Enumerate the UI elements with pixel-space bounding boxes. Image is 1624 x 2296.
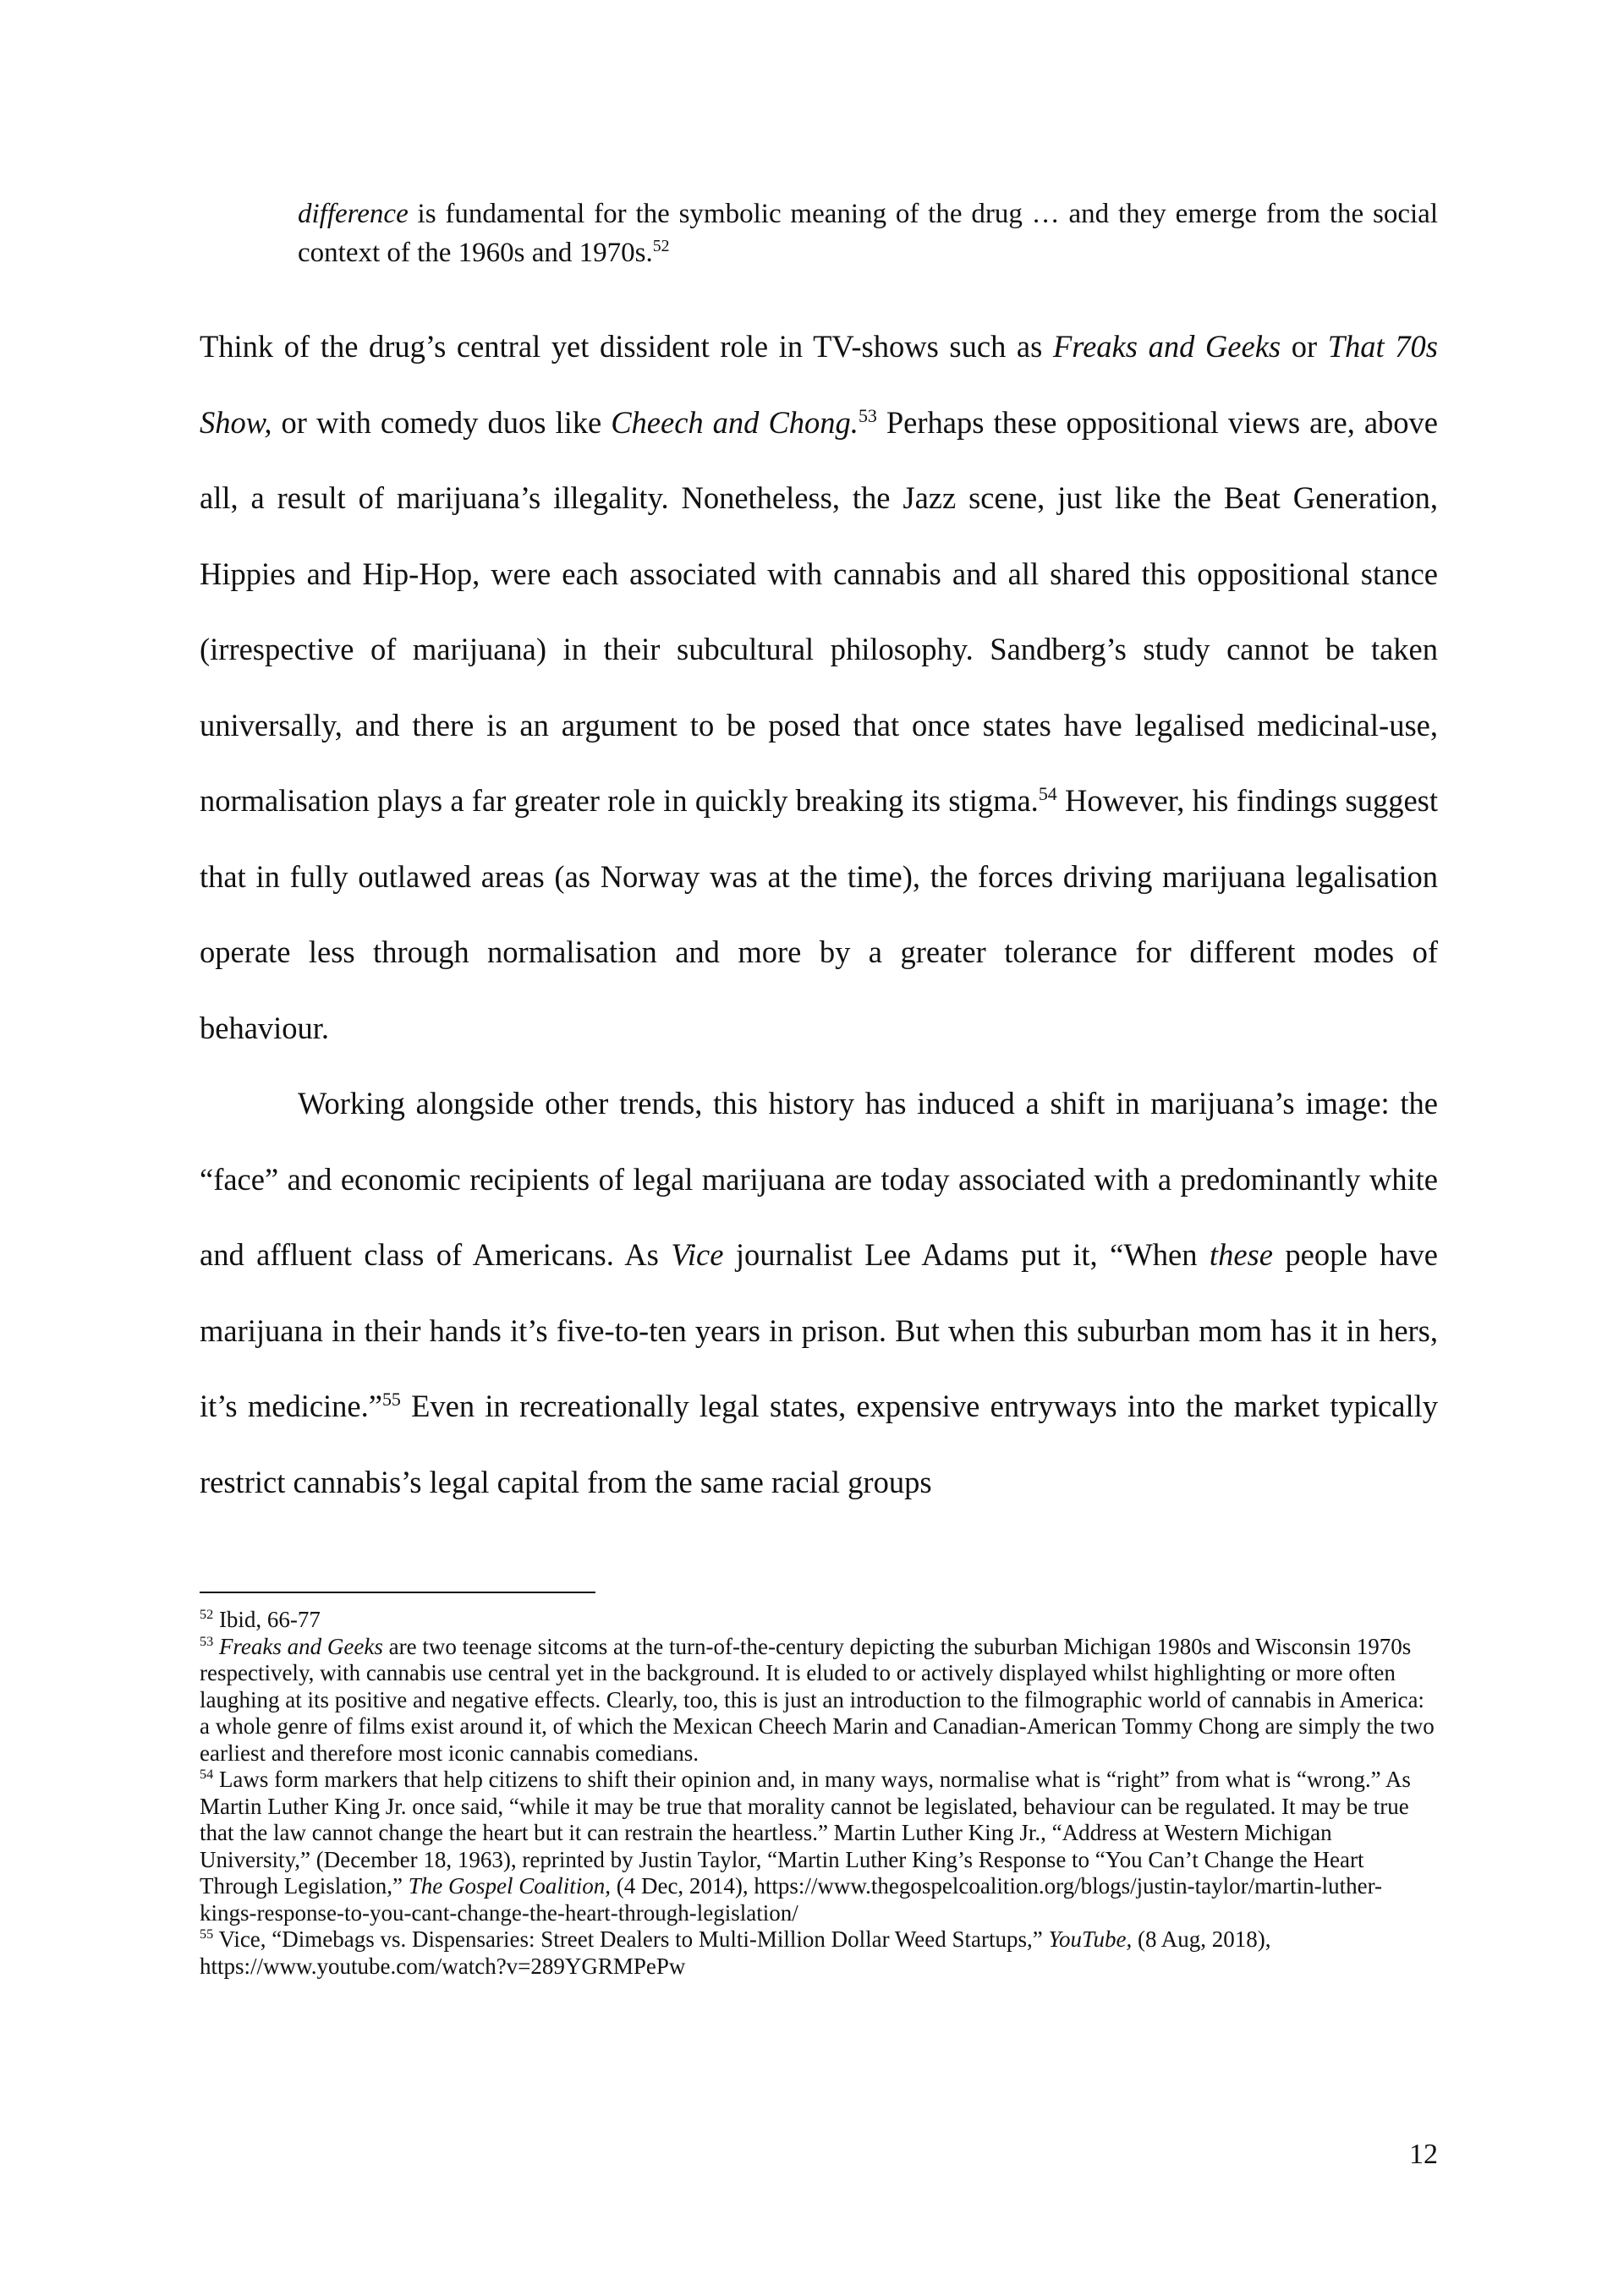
footnote-text: Laws form markers that help citizens to shift their opinion and, in many ways, normalise what is “right” from what is “wrong.” As Martin Luther King Jr. once said, “while it may be true that morality cannot be legislated, behaviour can be regulated. It may be true that the law cannot change the heart but it can restrain the heartless.” Martin Luther King Jr., “Address at Western Michigan University,” (December 18, 1963), reprinted by Justin Taylor, “Martin Luther King’s Response to “You Can’t Change the Heart Through Legislation,” [200, 1767, 1411, 1899]
title-cheech-and-chong: Cheech and Chong. [611, 404, 859, 440]
footnote-source: The Gospel Coalition, [408, 1873, 611, 1899]
footnote-text: Ibid, 66-77 [213, 1607, 321, 1632]
footnote-ref-52[interactable]: 52 [652, 237, 670, 255]
emphasis-these: these [1209, 1237, 1273, 1272]
footnote-ref-53[interactable]: 53 [858, 404, 877, 426]
footnotes [200, 1607, 1438, 1980]
footnote-link[interactable]: https://www.youtube.com/watch?v=289YGRMPePw [200, 1953, 686, 1979]
footnote-text: are two teenage sitcoms at the turn-of-the-century depicting the suburban Michigan 1980s and Wisconsin 1970s respectively, with cannabis use central yet in the background. It is eluded to or actively displayed whilst highlighting or more often laughing at its positive and negative effects. Clearly, too, this is just an introduction to the filmographic world of cannabis in America: a whole genre of films exist around it, of which the Mexican Cheech Marin and Canadian-American Tommy Chong are simply the two earliest and therefore most iconic cannabis comedians. [200, 1633, 1435, 1766]
paragraph-1-text-d: Perhaps these oppositional views are, above all, a result of marijuana’s illegality. Nonetheless, the Jazz scene, just like the Beat Generation, Hippies and Hip-Hop, were each associated with cannabis and all shared this oppositional stance (irrespective of marijuana) in their subcultural philosophy. Sandberg’s study cannot be taken universally, and there is an argument to be posed that once states have legalised medicinal-use, normalisation plays a far greater role in quickly breaking its stigma. [200, 404, 1438, 818]
paragraph-2-text-c: people have marijuana in their hands it’s five-to-ten years in prison. But when this suburban mom has it in hers, it’s medicine.” [200, 1237, 1438, 1423]
footnote-ref-54[interactable]: 54 [1038, 782, 1057, 804]
footnote-number: 54 [200, 1767, 214, 1782]
footnote-ref-55[interactable]: 55 [381, 1388, 401, 1410]
footnote-number: 55 [200, 1926, 214, 1942]
paragraph-2 [200, 1066, 1438, 1520]
footnote-number: 52 [200, 1607, 214, 1622]
footnote-divider [200, 1592, 595, 1593]
footnote-number: 53 [200, 1633, 214, 1649]
title-vice: Vice [671, 1237, 724, 1272]
block-quote [298, 195, 1438, 272]
footnote-link[interactable]: https://www.thegospelcoalition.org/blogs/justin-taylor/martin-luther-kings-response-to-you-cant-change-the-heart-through-legislation/ [200, 1873, 1383, 1926]
paragraph-1-text-e: However, his findings suggest that in fully outlawed areas (as Norway was at the time), the forces driving marijuana legalisation operate less through normalisation and more by a greater tolerance for different modes of behaviour. [200, 783, 1438, 1045]
paragraph-2-text-d: Even in recreationally legal states, expensive entryways into the market typically restrict cannabis’s legal capital from the same racial groups [200, 1389, 1438, 1499]
title-that-70s-show: That 70s Show, [200, 329, 1438, 440]
footnote-date: (4 Dec, 2014), [610, 1873, 754, 1899]
footnote-55 [200, 1926, 1438, 1980]
quote-emphasis: difference [298, 199, 409, 229]
page-number: 12 [1409, 2139, 1438, 2170]
paragraph-2-text-a: Working alongside other trends, this history has induced a shift in marijuana’s image: the “face” and economic recipients of legal marijuana are today associated with a predominantly white and affluent class of Americans. As [200, 1086, 1438, 1272]
footnote-source: YouTube, [1048, 1926, 1133, 1952]
footnote-53 [200, 1634, 1438, 1767]
footnote-54 [200, 1767, 1438, 1926]
footnote-date: (8 Aug, 2018), [1132, 1926, 1271, 1952]
paragraph-1 [200, 309, 1438, 1066]
footnote-text: Vice, “Dimebags vs. Dispensaries: Street Dealers to Multi-Million Dollar Weed Startups,” [213, 1926, 1049, 1952]
footnote-title: Freaks and Geeks [218, 1633, 383, 1659]
footnote-52 [200, 1607, 1438, 1634]
body-text [200, 309, 1438, 1520]
paragraph-1-text-b: or [1281, 329, 1328, 364]
paragraph-2-text-b: journalist Lee Adams put it, “When [723, 1237, 1210, 1272]
paragraph-1-text-a: Think of the drug’s central yet dissident role in TV-shows such as [200, 329, 1053, 364]
paragraph-1-text-c: or with comedy duos like [272, 404, 612, 440]
title-freaks-and-geeks: Freaks and Geeks [1052, 329, 1281, 364]
quote-text: is fundamental for the symbolic meaning of the drug … and they emerge from the social context of the 1960s and 1970s. [298, 199, 1438, 268]
